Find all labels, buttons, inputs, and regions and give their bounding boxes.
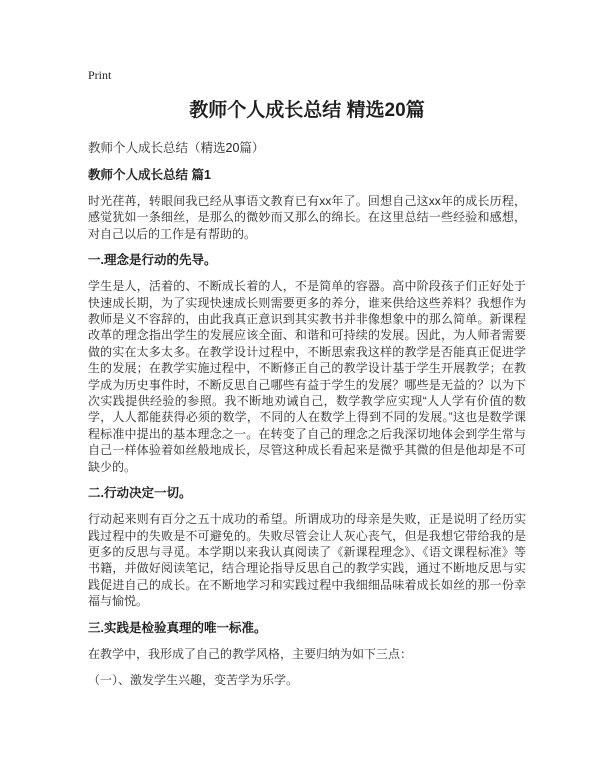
section-heading: 教师个人成长总结 篇1	[88, 168, 211, 182]
body-paragraph: （一）、激发学生兴趣，变苦学为乐学。	[88, 672, 299, 687]
section-heading: 二.行动决定一切。	[88, 486, 192, 501]
body-paragraph: 学生是人，活着的、不断成长着的人，不是简单的容器。高中阶段孩子们正好处于快速成长期，为了实现快速成长则需要更多的养分，谁来供给这些养料？我想作为教师是义不容辞的，由此我真正意识到其实教书并非像想象中的那么简单。新课程改革的理念指出学生的发展应该全面、和谐和可持续的发展。因此，为人师者需要做的实在太多太多。在教学设计过程中，不断思索我这样的教学是否能真正促进学生的发展；在教学实施过程中，不断修正自己的教学设计基于学生开展教学；在教学成为历史事件时，不断反思自己哪些有益于学生的发展？哪些是无益的？以为下次实践提供经验的参照。我不断地劝诫自己，数学教学应实现“人人学有价值的数学，人人都能获得必须的数学，不同的人在数学上得到不同的发展。”这也是数学课程标准中提出的基本理念之一。在转变了自己的理念之后我深切地体会到学生常与自己一样体验着如丝般地成长，尽管这种成长看起来是微乎其微的但是他却是不可缺少的。	[88, 279, 526, 474]
body-paragraph: 在教学中，我形成了自己的教学风格，主要归纳为如下三点：	[88, 646, 413, 661]
body-paragraph: 时光荏苒，转眼间我已经从事语文教育已有xx年了。回想自己这xx年的成长历程，感觉犹如一条细丝，是那么的微妙而又那么的绵长。在这里总结一些经验和感想，对自己以后的工作是有帮助的。	[88, 194, 526, 241]
document-subtitle: 教师个人成长总结（精选20篇）	[88, 141, 265, 155]
page-title: 教师个人成长总结 精选20篇	[189, 100, 425, 121]
section-heading: 一.理念是行动的先导。	[88, 253, 217, 268]
print-link[interactable]: Print	[88, 68, 112, 82]
body-paragraph: 行动起来则有百分之五十成功的希望。所谓成功的母亲是失败，正是说明了经历实践过程中的失败是不可避免的。失败尽管会让人灰心丧气，但是我想它带给我的是更多的反思与寻觅。本学期以来我认真阅读了《新课程理念》、《语文课程标准》等书籍，并做好阅读笔记，结合理论指导反思自己的教学实践，通过不断地反思与实践促进自己的成长。在不断地学习和实践过程中我细细品味着成长如丝的那一份幸福与愉悦。	[88, 512, 526, 609]
section-heading: 三.实践是检验真理的唯一标准。	[88, 620, 267, 635]
